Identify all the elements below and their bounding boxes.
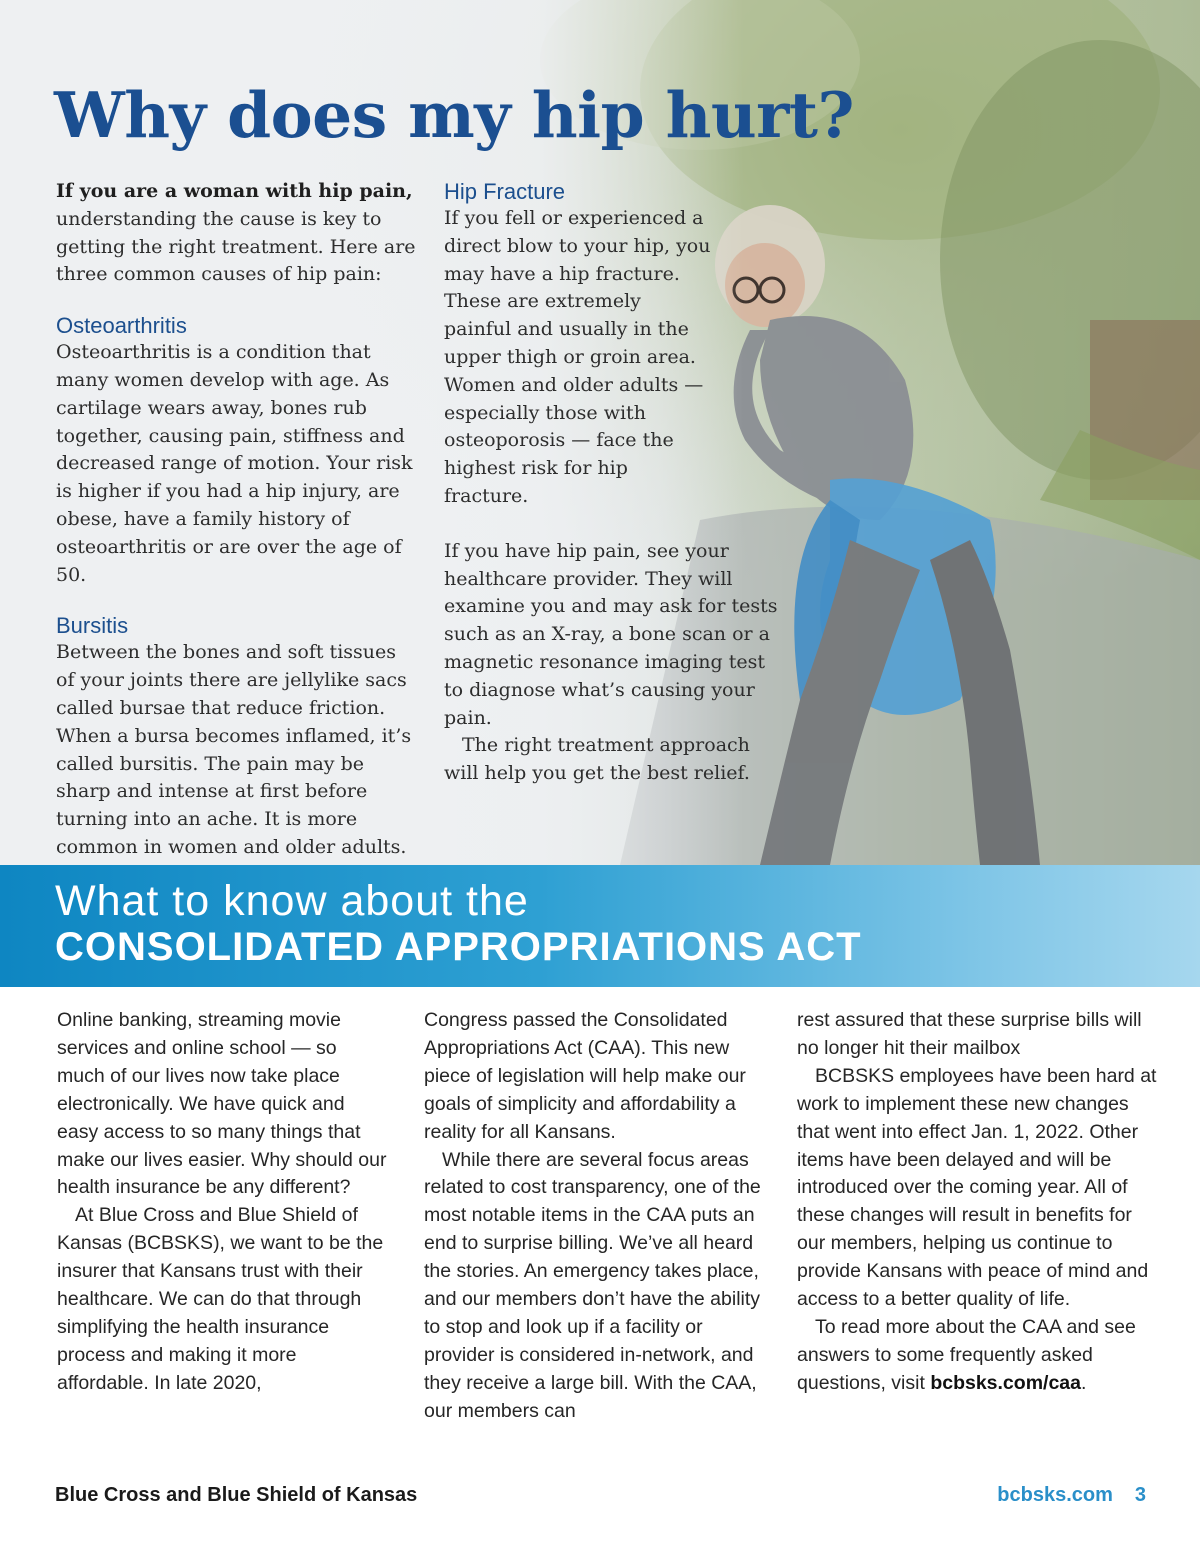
caa-col2-paragraph-1: Congress passed the Consolidated Appropriations Act (CAA). This new piece of legislation will help make our goals of simplicity and affordability a reality for all Kansans. (424, 1009, 746, 1143)
caa-col3-paragraph-2: BCBSKS employees have been hard at work to implement these new changes that went into effect Jan. 1, 2022. Other items have been delayed and will be introduced over the coming year. All of these changes will result in benefits for our members, helping us continue to provide Kansans with peace of mind and access to a better quality of life. (797, 1064, 1157, 1311)
osteoarthritis-heading: Osteoarthritis (56, 313, 187, 339)
caa-col1-paragraph-2: At Blue Cross and Blue Shield of Kansas (BCBSKS), we want to be the insurer that Kansans trust with their healthcare. We can do that through simplifying the health insurance process and making it more affordable. In late 2020, (57, 1204, 384, 1394)
caa-banner-title: CONSOLIDATED APPROPRIATIONS ACT (55, 925, 862, 969)
bursitis-body: Between the bones and soft tissues of your joints there are jellylike sacs called bursae that reduce friction. When a bursa becomes inflamed, it’s called bursitis. The pain may be sharp and intense at first before turning into an ache. It is more common in women and older adults. (56, 641, 412, 858)
article-column-left (56, 178, 416, 862)
footer-right (997, 1484, 1146, 1507)
caa-banner (0, 865, 1200, 987)
bursitis-heading: Bursitis (56, 613, 129, 639)
caa-column-2 (424, 1007, 774, 1426)
caa-column-3 (797, 1007, 1162, 1398)
hip-fracture-heading: Hip Fracture (444, 179, 566, 204)
intro-paragraph (56, 178, 416, 289)
hip-fracture-body: If you fell or experienced a direct blow to your hip, you may have a hip fracture. These are extremely painful and usually in the upper thigh or groin area. Women and older adults — especially those with osteoporosis — face the highest risk for hip fracture. (444, 207, 711, 507)
caa-col1-paragraph-1: Online banking, streaming movie services and online school — so much of our lives now take place electronically. We have quick and easy access to so many things that make our lives easier. Why should our health insurance be any different? (57, 1009, 387, 1199)
caa-banner-subtitle: What to know about the (55, 877, 529, 925)
caa-col3-paragraph-1: rest assured that these surprise bills will no longer hit their mailbox (797, 1009, 1142, 1059)
intro-text: understanding the cause is key to getting the right treatment. Here are three common causes of hip pain: (56, 207, 416, 286)
footer-website-link[interactable]: bcbsks.com (997, 1484, 1113, 1506)
article-column-right (444, 178, 789, 788)
caa-read-more-period: . (1080, 1371, 1087, 1394)
caa-column-1 (57, 1007, 387, 1398)
intro-lead: If you are a woman with hip pain, (56, 180, 413, 202)
closing-paragraph: If you have hip pain, see your healthcare provider. They will examine you and may ask for tests such as an X-ray, a bone scan or a magnetic resonance imaging test to diagnose what’s causing your pain. (444, 539, 778, 729)
article-title: Why does my hip hurt? (54, 78, 854, 152)
closing-relief-paragraph: The right treatment approach will help you get the best relief. (444, 734, 750, 785)
caa-link[interactable]: bcbsks.com/caa (930, 1371, 1081, 1394)
osteoarthritis-body: Osteoarthritis is a condition that many women develop with age. As cartilage wears away, bones rub together, causing pain, stiffness and decreased range of motion. Your risk is higher if you had a hip injury, are obese, have a family history of osteoarthritis or are over the age of 50. (56, 341, 413, 586)
caa-col3-paragraph-3 (797, 1314, 1162, 1398)
footer-organization: Blue Cross and Blue Shield of Kansas (55, 1484, 418, 1506)
caa-read-more-text: To read more about the CAA and see answers to some frequently asked questions, visit (797, 1315, 1136, 1394)
page-number: 3 (1134, 1484, 1146, 1506)
caa-col2-paragraph-2: While there are several focus areas related to cost transparency, one of the most notable items in the CAA puts an end to surprise billing. We’ve all heard the stories. An emergency takes place, and our members don’t have the ability to stop and look up if a facility or provider is considered in-network, and they receive a large bill. With the CAA, our members can (424, 1148, 761, 1422)
